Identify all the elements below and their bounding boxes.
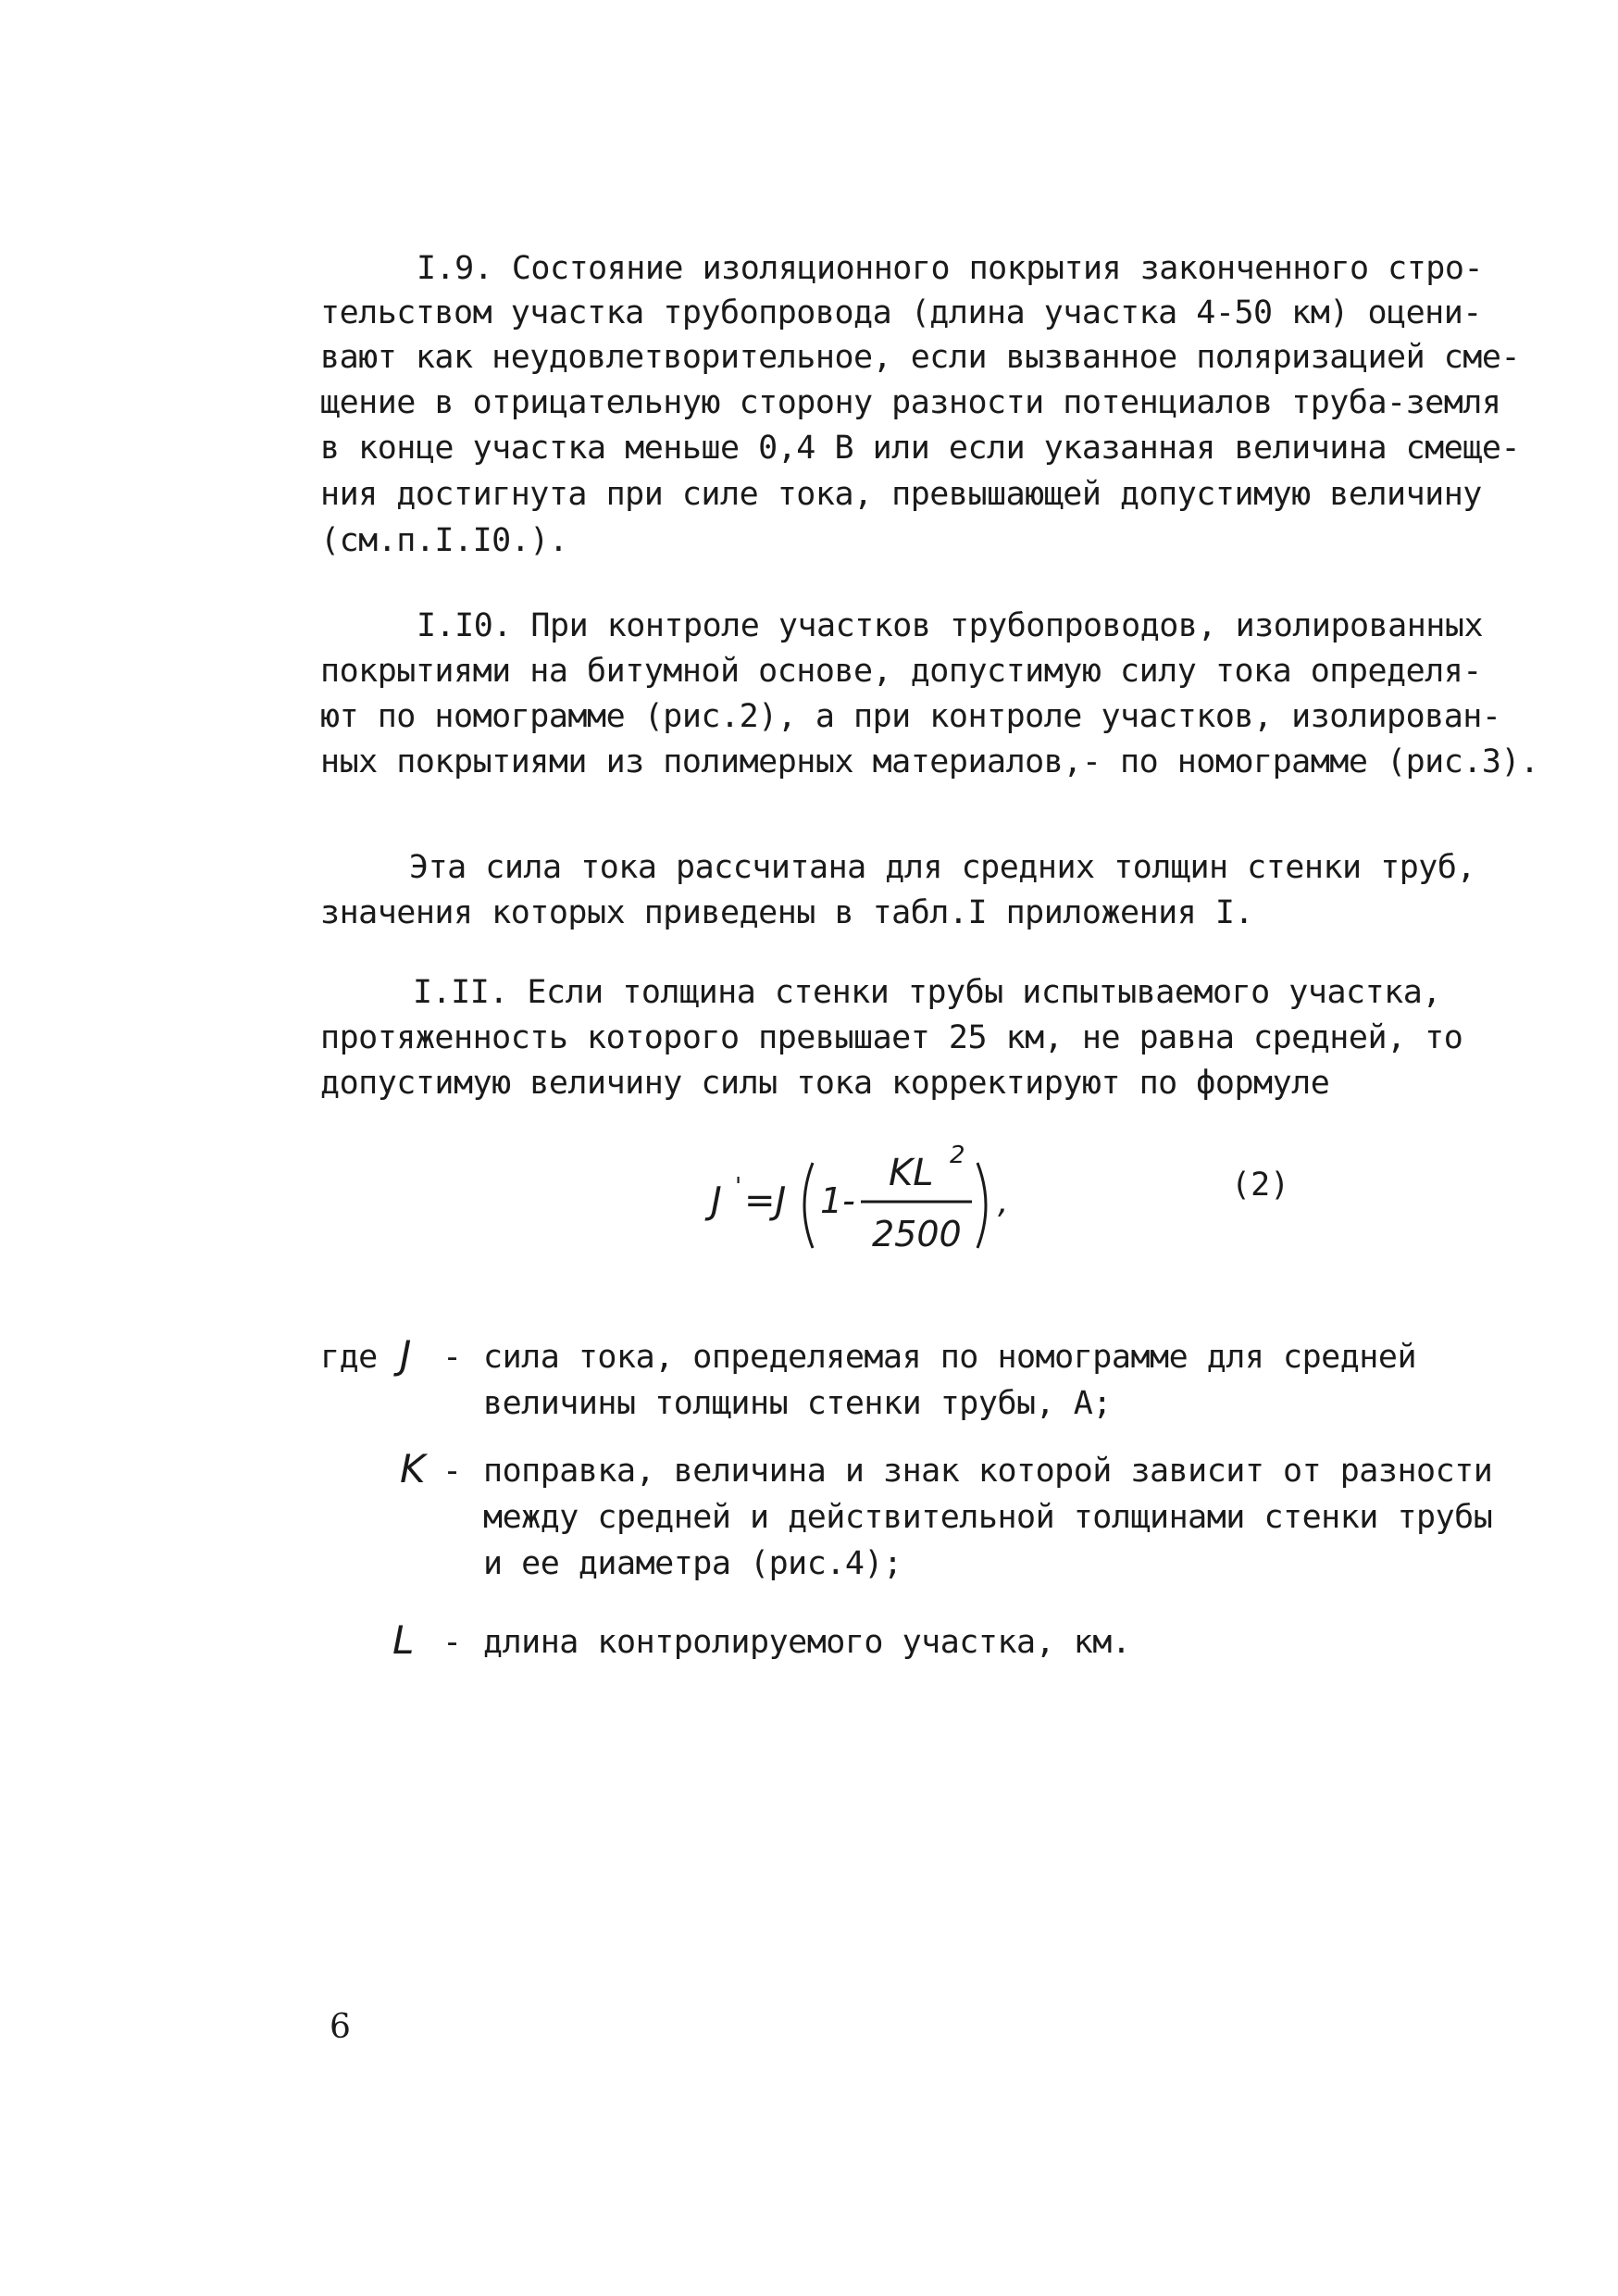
formula-denominator: 2500	[872, 1214, 962, 1254]
formula-equals: =J	[744, 1179, 787, 1222]
text-line: значения которых приведены в табл.I приложения I.	[320, 894, 1254, 931]
text-line: протяженность которого превышает 25 км, не равна средней, то	[320, 1019, 1463, 1056]
formula-numerator: KL	[889, 1152, 934, 1194]
definition-line: величины толщины стенки трубы, А;	[483, 1385, 1112, 1422]
symbol-k: K	[400, 1446, 426, 1491]
formula-one-minus: 1-	[820, 1180, 855, 1221]
text-line: допустимую величину силы тока корректируют по формуле	[320, 1065, 1330, 1102]
text-line: (см.п.I.I0.).	[320, 522, 568, 559]
equation-number: (2)	[1231, 1167, 1290, 1204]
definition-line: и ее диаметра (рис.4);	[483, 1545, 902, 1582]
definition-line: между средней и действительной толщинами стенки трубы	[483, 1499, 1493, 1536]
text-line: щение в отрицательную сторону разности потенциалов труба-земля	[320, 384, 1501, 421]
text-line: I.II. Если толщина стенки трубы испытываемого участка,	[413, 974, 1441, 1011]
formula-prime: '	[735, 1173, 742, 1201]
right-paren	[977, 1163, 986, 1248]
formula-trailing-comma: ,	[998, 1183, 1009, 1221]
definition-dash: -	[442, 1453, 462, 1490]
formula-graphic	[703, 1137, 1166, 1267]
text-line: в конце участка меньше 0,4 В или если указанная величина смеще-	[320, 430, 1521, 467]
definition-dash: -	[442, 1624, 462, 1661]
page-number: 6	[330, 2008, 351, 2046]
formula-2	[703, 1137, 1166, 1267]
text-line: ния достигнута при силе тока, превышающей допустимую величину	[320, 476, 1482, 513]
formula-exponent: 2	[950, 1142, 965, 1169]
left-paren	[804, 1163, 813, 1248]
text-line: I.9. Состояние изоляционного покрытия законченного стро-	[417, 250, 1484, 287]
text-line: ных покрытиями из полимерных материалов,- по номограмме (рис.3).	[320, 743, 1539, 780]
text-line: I.I0. При контроле участков трубопроводов, изолированных	[417, 607, 1484, 644]
symbol-l: L	[392, 1617, 415, 1663]
text-line: вают как неудовлетворительное, если вызванное поляризацией сме-	[320, 339, 1521, 376]
definition-line: поправка, величина и знак которой зависит от разности	[483, 1453, 1493, 1490]
symbol-j: J	[400, 1332, 412, 1378]
where-label: где	[320, 1339, 378, 1376]
text-line: покрытиями на битумной основе, допустимую силу тока определя-	[320, 653, 1482, 690]
formula-lhs: J	[711, 1179, 722, 1222]
definition-line: длина контролируемого участка, км.	[483, 1624, 1131, 1661]
text-line: тельством участка трубопровода (длина участка 4-50 км) оцени-	[320, 294, 1482, 331]
text-line: Эта сила тока рассчитана для средних толщин стенки труб,	[409, 849, 1476, 886]
text-line: ют по номограмме (рис.2), а при контроле участков, изолирован-	[320, 698, 1501, 735]
definition-line: сила тока, определяемая по номограмме для средней	[483, 1339, 1417, 1376]
definition-dash: -	[442, 1339, 462, 1376]
